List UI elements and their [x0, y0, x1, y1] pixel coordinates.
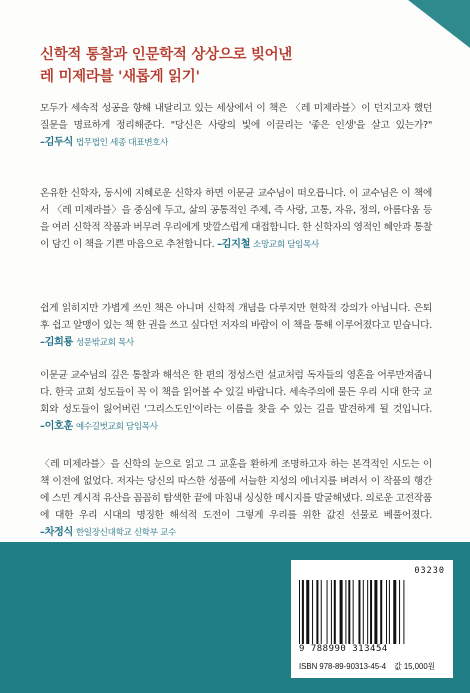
endorser-name: 차정식: [44, 527, 74, 538]
barcode-bar: [353, 580, 354, 644]
endorsement-signature: –차정식 한일장신대학교 신학부 교수: [40, 527, 176, 538]
barcode-bar: [299, 580, 300, 644]
barcode-bar: [358, 580, 360, 644]
barcode-bar: [389, 580, 390, 644]
endorsement-2: [40, 185, 432, 254]
barcode-bar: [312, 580, 313, 644]
endorsement-signature: –김희룡 성문밖교회 목사: [40, 337, 134, 348]
endorser-title: 한일장신대학교 신학부 교수: [75, 528, 176, 538]
endorser-title: 성문밖교회 목사: [75, 338, 134, 348]
endorser-name: 이호훈: [44, 421, 74, 432]
barcode-bar: [340, 580, 343, 644]
endorser-name: 김두식: [44, 137, 74, 148]
endorsement-1: [40, 100, 432, 152]
endorsement-text: 모두가 세속적 성공을 향해 내달리고 있는 세상에서 이 책은 〈레 미제라블〉이 던지고자 했던 질문을 명료하게 정리해준다. "당신은 사랑의 빛에 이끌리는 '좋은 인생'을 살고 있는가?": [40, 103, 432, 131]
barcode-bar: [306, 580, 309, 644]
endorsement-3: [40, 300, 432, 352]
endorser-title: 소망교회 담임목사: [252, 240, 319, 250]
endorsement-5: [40, 456, 432, 542]
headline-line-2: 레 미제라블 '새롭게 읽기': [40, 69, 200, 85]
barcode-panel: [291, 560, 453, 678]
endorsement-text: 이문균 교수님의 깊은 통찰과 해석은 한 편의 정성스런 설교처럼 독자들의 영혼을 어루만져줍니다. 한국 교회 성도들이 꼭 이 책을 읽어볼 수 있길 바랍니다. 세속주의에 물든 우리 시대 한국 교회와 성도들이 잃어버린 '그리스도인'이라는 이름을 찾을 수 있는 길을 발견하게 될 것입니다.: [40, 370, 432, 415]
barcode-digits: 9 788990 313454: [299, 644, 388, 654]
price: 값 15,000원: [394, 662, 436, 671]
barcode-bars: [299, 580, 445, 644]
barcode-bar: [393, 580, 396, 644]
endorsement-text: 온유한 신학자, 동시에 지혜로운 신학자 하면 이문균 교수님이 떠오릅니다. 이 교수님은 이 책에서 〈레 미제라블〉을 중심에 두고, 삶의 공통적인 주제, 즉 사랑, 고통, 자유, 정의, 아름다움 등을 여러 신학적 작품과 버무려 우리에게 맛깔스럽게 대접합니다. 한 신학자의 영적인 혜안과 통찰이 담긴 이 책을 기쁜 마음으로 추천합니다.: [40, 188, 432, 250]
endorsement-4: [40, 367, 432, 436]
isbn-line: [299, 661, 435, 672]
barcode-bar: [348, 580, 350, 644]
barcode-bar: [331, 580, 332, 644]
barcode-bar: [345, 580, 346, 644]
endorser-title: 예수길벗교회 담임목사: [75, 422, 158, 432]
barcode-bar: [302, 580, 304, 644]
barcode-bar: [334, 580, 336, 644]
endorsement-signature: –이호훈 예수길벗교회 담임목사: [40, 421, 158, 432]
endorser-name: 김지철: [221, 239, 251, 250]
barcode-addon-number: 03230: [414, 566, 445, 576]
barcode-bar: [370, 580, 372, 644]
endorsement-signature: –김지철 소망교회 담임목사: [217, 239, 319, 250]
endorsement-text: 쉽게 읽히지만 가볍게 쓰인 책은 아니며 신학적 개념을 다루지만 현학적 강의가 아닙니다. 은퇴 후 쉽고 알맹이 있는 책 한 권을 쓰고 싶다던 저자의 바람이 이 책을 통해 이루어졌다고 믿습니다.: [40, 303, 432, 331]
barcode-bar: [374, 580, 377, 644]
barcode-bar: [327, 580, 328, 644]
corner-decoration: [398, 0, 470, 48]
barcode-bar: [399, 580, 400, 644]
barcode-bar: [316, 580, 318, 644]
endorsement-text: 〈레 미제라블〉을 신학의 눈으로 읽고 그 교훈을 환하게 조명하고자 하는 본격적인 시도는 이 책 이전에 없었다. 저자는 당신의 따스한 성품에 서늘한 지성의 에너지를 벼려서 이 작품의 행간에 스민 계시적 유산을 꼼꼼히 탐색한 끝에 마침내 싱싱한 메시지를 발굴해냈다. 의로운 고전작품에 대한 우리 시대의 명징한 해석적 도전이 그렇게 우리를 위한 값진 선물로 베풀어졌다.: [40, 459, 432, 521]
barcode-bar: [403, 580, 404, 644]
endorsement-signature: –김두식 법무법인 세종 대표변호사: [40, 137, 169, 148]
barcode-bar: [363, 580, 364, 644]
barcode-bar: [367, 580, 368, 644]
isbn-number: ISBN 978-89-90313-45-4: [299, 662, 387, 671]
barcode-bar: [321, 580, 322, 644]
barcode-bar: [386, 580, 387, 644]
barcode-bar: [380, 580, 382, 644]
headline: [40, 44, 440, 88]
endorser-title: 법무법인 세종 대표변호사: [75, 138, 169, 148]
endorser-name: 김희룡: [44, 337, 74, 348]
headline-line-1: 신학적 통찰과 인문학적 상상으로 빚어낸: [40, 47, 293, 63]
